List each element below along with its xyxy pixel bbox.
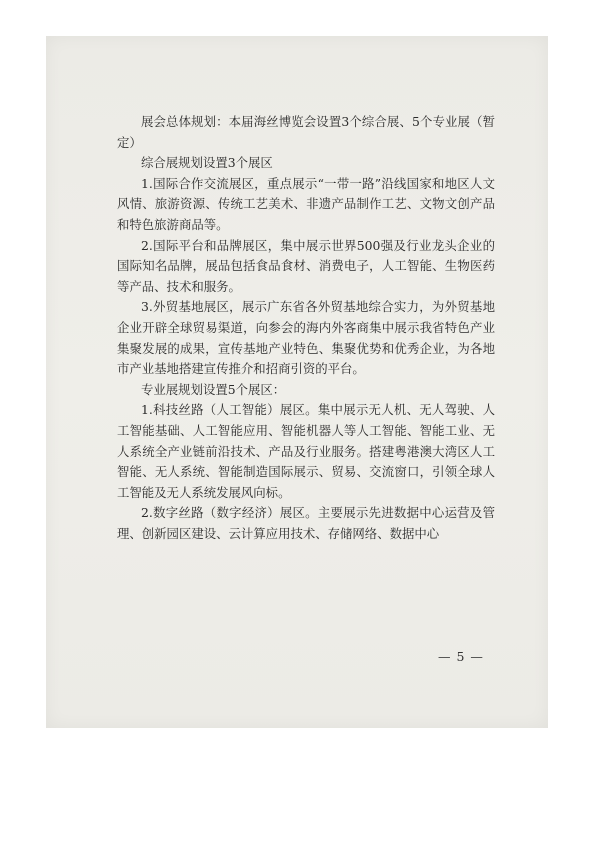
paragraph-professional-2: 2.数字丝路（数字经济）展区。主要展示先进数据中心运营及管理、创新园区建设、云计算应用技术、存储网络、数据中心 <box>117 505 495 541</box>
document-body <box>117 112 495 544</box>
paragraph-professional-heading: 专业展规划设置5个展区： <box>141 381 286 397</box>
paragraph-comprehensive-2: 2.国际平台和品牌展区，集中展示世界500强及行业龙头企业的国际知名品牌，展品包括食品食材、消费电子，人工智能、生物医药等产品、技术和服务。 <box>117 237 495 294</box>
paragraph-professional-1: 1.科技丝路（人工智能）展区。集中展示无人机、无人驾驶、人工智能基础、人工智能应用、智能机器人等人工智能、智能工业、无人系统全产业链前沿技术、产品及行业服务。搭建粤港澳大湾区人工智能、无人系统、智能制造国际展示、贸易、交流窗口，引领全球人工智能及无人系统发展风向标。 <box>117 402 495 500</box>
page-number: — 5 — <box>438 649 484 664</box>
paragraph-overall-plan: 展会总体规划：本届海丝博览会设置3个综合展、5个专业展（暂定） <box>117 114 495 150</box>
paragraph-comprehensive-heading: 综合展规划设置3个展区 <box>141 155 273 171</box>
paragraph-comprehensive-1: 1.国际合作交流展区，重点展示“一带一路”沿线国家和地区人文风情、旅游资源、传统工艺美术、非遗产品制作工艺、文物文创产品和特色旅游商品等。 <box>117 175 495 232</box>
paragraph-comprehensive-3: 3.外贸基地展区，展示广东省各外贸基地综合实力，为外贸基地企业开辟全球贸易渠道，向参会的海内外客商集中展示我省特色产业集聚发展的成果，宣传基地产业特色、集聚优势和优秀企业，为各地市产业基地搭建宣传推介和招商引资的平台。 <box>117 299 495 377</box>
